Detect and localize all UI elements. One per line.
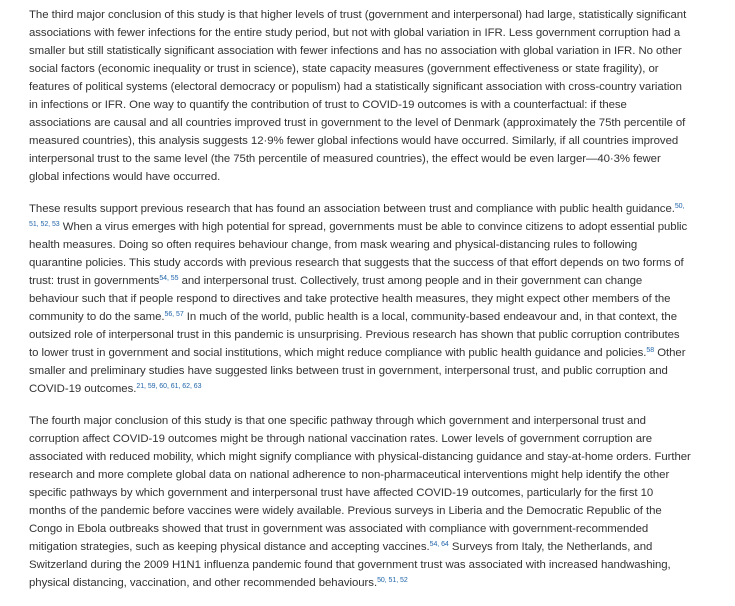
citation-link-text[interactable]: 50, 51, 52 (377, 577, 408, 584)
paragraph (29, 6, 691, 186)
citation-link-text[interactable]: 50, 51, 52, 53 (29, 203, 685, 228)
paragraph-text: These results support previous research that has found an association between trust and compliance with public health guidance. (29, 203, 675, 215)
paragraph (29, 200, 691, 398)
citation-link-text[interactable]: 21, 59, 60, 61, 62, 63 (136, 383, 202, 390)
citation-link[interactable] (136, 383, 201, 390)
paragraph-text: and interpersonal trust. Collectively, trust among people and in their government can change behaviour such that if people respond to directives and take protective health measures, they might expect other members of the community to do the same. (29, 275, 671, 323)
paragraph-text: In much of the world, public health is a local, community-based endeavour and, in that context, the outsized role of interpersonal trust in this pandemic is unsurprising. Previous research has shown that public corruption contributes to lower trust in government and social institutions, which might reduce compliance with public health guidance and policies. (29, 311, 680, 359)
paragraph-text: When a virus emerges with high potential for spread, governments must be able to convince citizens to adopt essential public health measures. Doing so often requires behaviour change, from mask wearing and physical-distancing rules to following quarantine policies. This study accords with previous research that suggests that the success of that effort depends on two forms of trust: trust in governments (29, 221, 688, 287)
citation-link-text[interactable]: 58 (646, 347, 655, 354)
citation-link[interactable] (646, 347, 654, 354)
citation-link-text[interactable]: 54, 64 (429, 541, 449, 548)
paragraph-text: The fourth major conclusion of this study is that one specific pathway through which government and interpersonal trust and corruption affect COVID-19 outcomes might be through national vaccination rates. Lower levels of government corruption are associated with reduced mobility, which might signify compliance with physical-distancing guidance and stay-at-home orders. Further research and more complete global data on national adherence to non-pharmaceutical interventions might help identify the other specific pathways by which government and interpersonal trust have affected COVID-19 outcomes, particularly for the first 10 months of the pandemic before vaccines were widely available. Previous surveys in Liberia and the Democratic Republic of the Congo in Ebola outbreaks showed that trust in government was associated with compliance with government-recommended mitigation strategies, such as keeping physical distance and accepting vaccines. (29, 415, 691, 553)
citation-link[interactable] (430, 541, 449, 548)
paragraph-text: Surveys from Italy, the Netherlands, and Switzerland during the 2009 H1N1 influenza pandemic found that government trust was associated with increased handwashing, physical distancing, vaccination, and other recommended behaviours. (29, 541, 671, 589)
article-body (29, 6, 691, 606)
citation-link-text[interactable]: 54, 55 (159, 275, 179, 282)
citation-link[interactable] (159, 275, 178, 282)
citation-link-text[interactable]: 56, 57 (164, 311, 184, 318)
paragraph-text: The third major conclusion of this study is that higher levels of trust (government and interpersonal) had large, statistically significant associations with fewer infections for the entire study period, but not with global variation in IFR. Less government corruption had a smaller but still statistically significant association with fewer infections and has no association with global variation in IFR. No other social factors (economic inequality or trust in science), state capacity measures (government effectiveness or state fragility), or features of political systems (electoral democracy or populism) had a statistically significant association with cross-country variation in infections or IFR. One way to quantify the contribution of trust to COVID-19 outcomes is with a counterfactual: if these associations are causal and all countries improved trust in government to the level of Denmark (approximately the 75th percentile of measured countries), this analysis suggests 12·9% fewer global infections would have occurred. Similarly, if all countries improved interpersonal trust to the same level (the 75th percentile of measured countries), the effect would be even larger—40·3% fewer global infections would have occurred. (29, 9, 687, 183)
paragraph (29, 412, 691, 592)
paragraph-text: Other smaller and preliminary studies have suggested links between trust in government, interpersonal trust, and public corruption and COVID-19 outcomes. (29, 347, 686, 395)
citation-link[interactable] (377, 577, 408, 584)
citation-link[interactable] (165, 311, 184, 318)
